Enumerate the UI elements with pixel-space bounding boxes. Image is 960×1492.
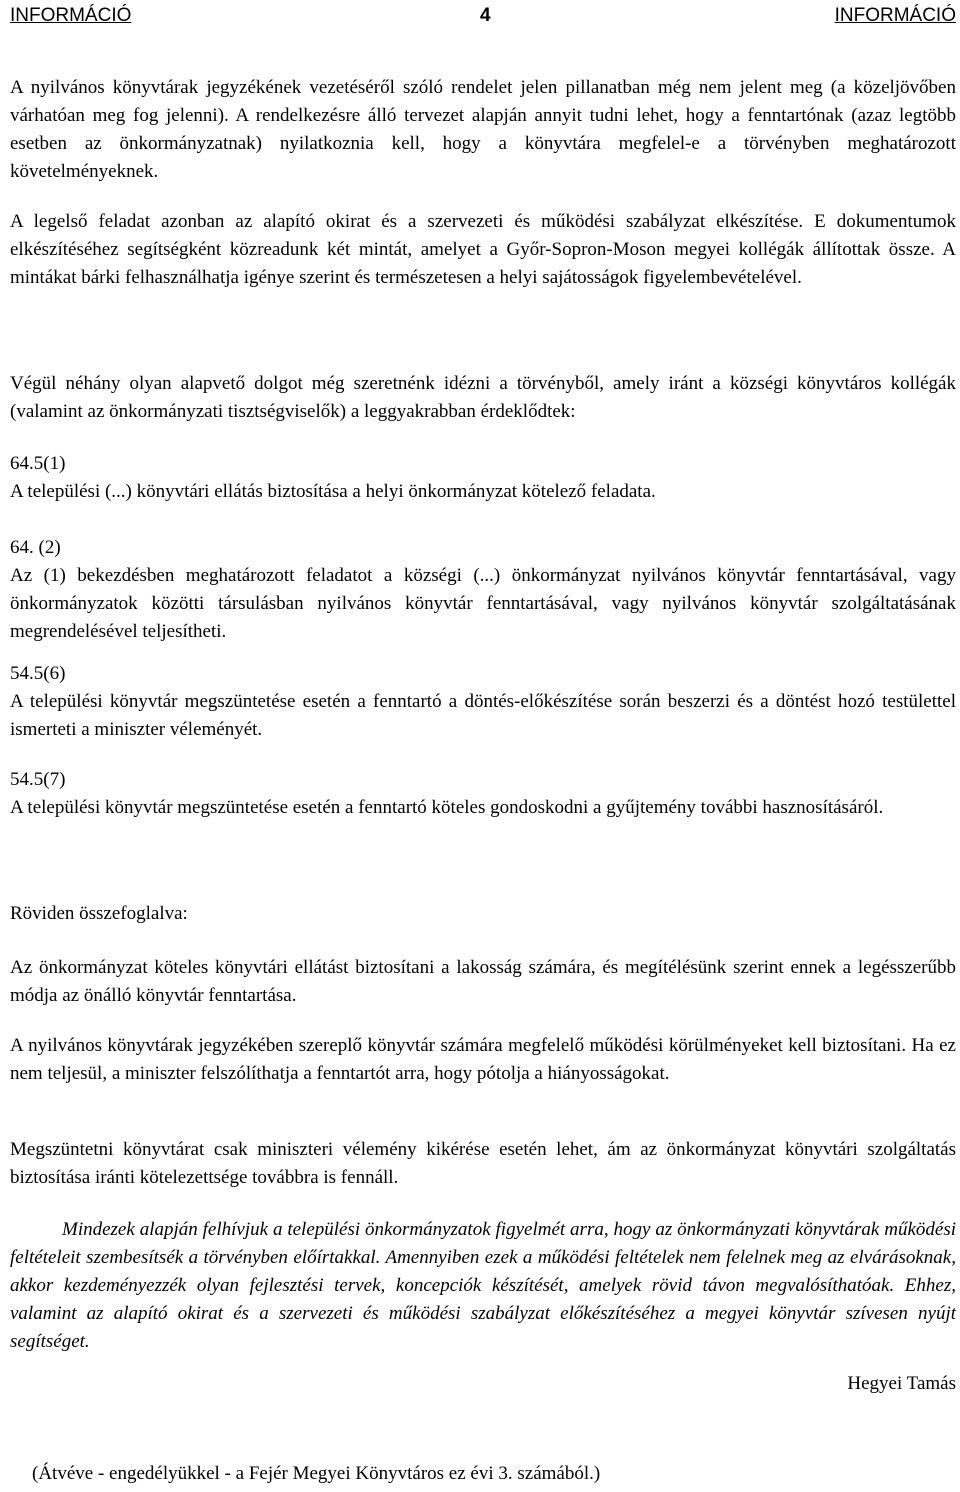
header-right-title: INFORMÁCIÓ [834, 5, 956, 26]
heading-text: Röviden összefoglalva: [10, 903, 188, 924]
section-54-6 [10, 660, 956, 744]
section-text: A települési könyvtár megszüntetése esetén a fenntartó a döntés-előkészítése során beszerzi és a döntést hozó testülettel ismerteti a miniszter véleményét. [10, 691, 956, 740]
section-number: 64. (2) [10, 537, 61, 558]
summary-point-2 [10, 1032, 956, 1088]
paragraph-intro [10, 74, 956, 186]
paragraph-text: A nyilvános könyvtárak jegyzékében szereplő könyvtár számára megfelelő működési körülményeket kell biztosítani. Ha ez nem teljesül, a miniszter felszólíthatja a fenntartót arra, hogy pótolja a hiányosságokat. [10, 1035, 956, 1084]
section-text: A települési (...) könyvtári ellátás biztosítása a helyi önkormányzat kötelező feladata. [10, 481, 656, 502]
source-note [10, 1460, 956, 1488]
author-name: Hegyei Tamás [847, 1373, 956, 1394]
paragraph-text: Végül néhány olyan alapvető dolgot még szeretnénk idézni a törvényből, amely iránt a községi könyvtáros kollégák (valamint az önkormányzati tisztségviselők) a leggyakrabban érdeklődtek: [10, 373, 956, 422]
section-number: 54.5(6) [10, 663, 66, 684]
section-text: Az (1) bekezdésben meghatározott feladatot a községi (...) önkormányzat nyilvános könyvtár fenntartásával, vagy önkormányzatok közötti társulásban nyilvános könyvtár fenntartásával, vagy nyilvános könyvtár szolgáltatásának megrendelésével teljesítheti. [10, 565, 956, 642]
paragraph-text: Az önkormányzat köteles könyvtári ellátást biztosítani a lakosság számára, és megítélésünk szerint ennek a legésszerűbb módja az önálló könyvtár fenntartása. [10, 957, 956, 1006]
section-text: A települési könyvtár megszüntetése esetén a fenntartó köteles gondoskodni a gyűjtemény további hasznosításáról. [10, 797, 884, 818]
footnote-text: (Átvéve - engedélyükkel - a Fejér Megyei Könyvtáros ez évi 3. számából.) [32, 1463, 601, 1484]
paragraph-first-task [10, 208, 956, 292]
paragraph-text: A nyilvános könyvtárak jegyzékének vezetéséről szóló rendelet jelen pillanatban még nem jelent meg (a közeljövőben várhatóan meg fog jelenni). A rendelkezésre álló tervezet alapján annyit tudni lehet, hogy a fenntartónak (azaz legtöbb esetben az önkormányzatnak) nyilatkoznia kell, hogy a könyvtára megfelel-e a törvényben meghatározott követelményeknek. [10, 77, 956, 182]
section-54-7 [10, 766, 956, 822]
page-number: 4 [480, 5, 491, 26]
header-left-title: INFORMÁCIÓ [10, 5, 132, 26]
summary-point-3 [10, 1136, 956, 1192]
paragraph-text: Mindezek alapján felhívjuk a települési önkormányzatok figyelmét arra, hogy az önkormányzati könyvtárak működési feltételeit szembesítsék a törvényben előírtakkal. Amennyiben ezek a működési feltételek nem felelnek meg az elvárásoknak, akkor kezdeményezzék olyan fejlesztési tervek, koncepciók készítését, amelyek rövid távon megvalósíthatóak. Ehhez, valamint az alapító okirat és a szervezeti és működési szabályzat előkészítéséhez a megyei könyvtár szívesen nyújt segítséget. [10, 1219, 956, 1352]
paragraph-law-quote-intro [10, 370, 956, 426]
section-number: 64.5(1) [10, 453, 66, 474]
paragraph-text: Megszüntetni könyvtárat csak miniszteri vélemény kikérése esetén lehet, ám az önkormányzat könyvtári szolgáltatás biztosítása iránti kötelezettsége továbbra is fennáll. [10, 1139, 956, 1188]
signature [10, 1370, 956, 1398]
page-header [10, 0, 956, 30]
paragraph-text: A legelső feladat azonban az alapító okirat és a szervezeti és működési szabályzat elkészítése. E dokumentumok elkészítéséhez segítségként közreadunk két mintát, amelyet a Győr-Sopron-Moson megyei kollégák állítottak össze. A mintákat bárki felhasználhatja igénye szerint és természetesen a helyi sajátosságok figyelembevételével. [10, 211, 956, 288]
document-page [10, 0, 956, 1484]
closing-paragraph [10, 1216, 956, 1356]
section-64-1 [10, 450, 956, 506]
section-number: 54.5(7) [10, 769, 66, 790]
summary-point-1 [10, 954, 956, 1010]
summary-heading [10, 900, 956, 928]
section-64-2 [10, 534, 956, 646]
